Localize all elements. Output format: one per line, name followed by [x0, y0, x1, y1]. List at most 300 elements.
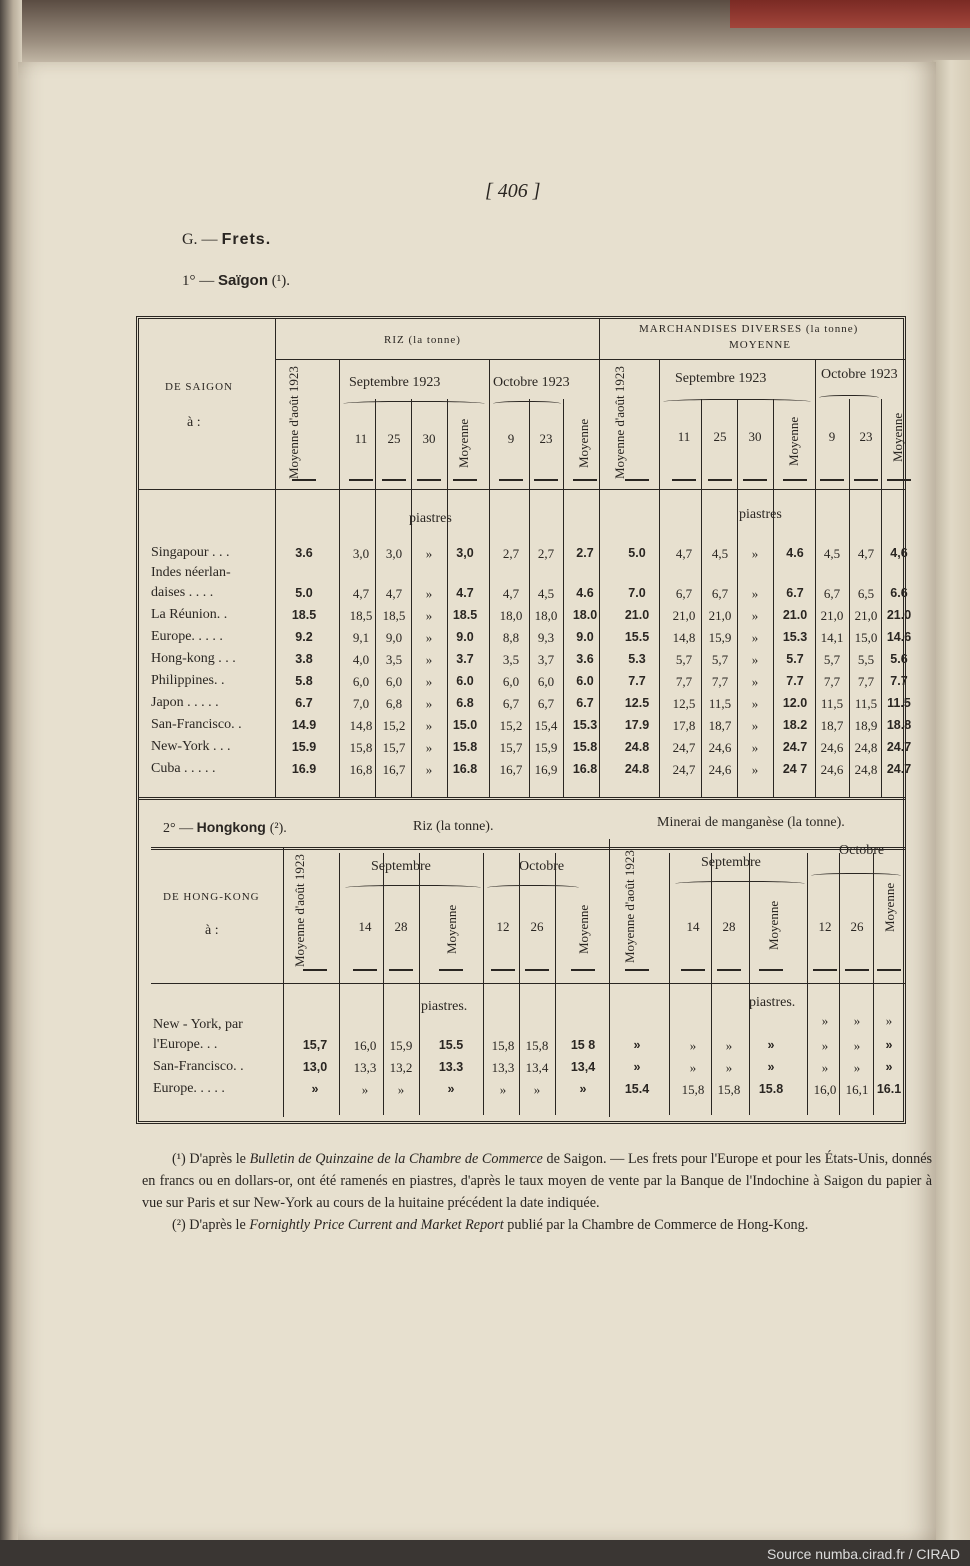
table-cell: » [425, 608, 433, 623]
column-rule [659, 359, 660, 399]
table-cell: » [751, 586, 759, 601]
table-cell: 15.8 [758, 1082, 784, 1096]
day-header: 11 [677, 429, 691, 444]
table-cell: 5,7 [675, 652, 693, 667]
table-cell: 15,4 [534, 718, 558, 733]
footnote-2-source: Fornightly Price Current and Market Report [249, 1217, 504, 1233]
origin-label-to: à : [187, 415, 201, 430]
brace [345, 885, 481, 892]
header-dash [453, 479, 477, 481]
table-cell: 9,3 [537, 630, 555, 645]
table-cell: 5,7 [823, 652, 841, 667]
section-2-title: Hongkong [196, 819, 270, 835]
moyenne-header: Moyenne [786, 416, 801, 466]
march-header: MARCHANDISES DIVERSES (la tonne) [639, 323, 859, 335]
header-dash [417, 479, 441, 481]
march-header-moyenne: MOYENNE [729, 339, 791, 351]
table-cell: 6,8 [385, 696, 403, 711]
table-cell: » [311, 1082, 319, 1096]
header-dash [571, 969, 595, 971]
column-rule [419, 853, 420, 1115]
table-cell: 16,7 [499, 762, 523, 777]
day-header: 14 [686, 919, 700, 934]
table-cell: 6,0 [502, 674, 520, 689]
table-cell: 16,9 [534, 762, 558, 777]
header-dash [525, 969, 549, 971]
table-cell: 7,7 [857, 674, 875, 689]
day-header: 11 [354, 431, 368, 446]
section-1-prefix: 1° — [182, 273, 215, 289]
table-cell: 3.8 [295, 652, 313, 666]
table-cell: 16,0 [353, 1038, 377, 1053]
table-cell: 6,7 [711, 586, 729, 601]
table-cell: 21.0 [886, 608, 912, 622]
table-cell: 14,1 [820, 630, 844, 645]
origin-label: DE SAIGON [165, 381, 233, 393]
day-header: 26 [530, 919, 544, 934]
moyenne-header: Moyenne [882, 882, 897, 932]
table-cell: 13,0 [302, 1060, 328, 1074]
table-cell: 15,8 [717, 1082, 741, 1097]
table-cell: 16,0 [813, 1082, 837, 1097]
table-cell: 18,5 [349, 608, 373, 623]
table-cell: 3,5 [502, 652, 520, 667]
oct-header-2: Octobre 1923 [821, 367, 898, 382]
table-cell: 2,7 [537, 546, 555, 561]
destination-label: Cuba . . . . . [151, 761, 216, 776]
table-cell: 3,0 [385, 546, 403, 561]
sept-header-hk: Septembre [371, 859, 431, 874]
table-cell: 21,0 [708, 608, 732, 623]
header-dash [783, 479, 807, 481]
table-cell: 15,7 [382, 740, 406, 755]
column-rule [339, 359, 340, 399]
table-cell: » [821, 1060, 829, 1075]
moyenne-aout-header: Moyenne d'août 1923 [292, 854, 307, 967]
footnote-1 [142, 1148, 932, 1214]
column-rule [815, 359, 816, 399]
oct-header-hk: Octobre [519, 859, 565, 874]
table-cell: 6.0 [456, 674, 474, 688]
table-cell: » [633, 1060, 641, 1074]
table-cell: 3.6 [295, 546, 313, 560]
table-cell: 15,7 [302, 1038, 328, 1052]
table-cell: 11,5 [820, 696, 844, 711]
table-cell: 6.7 [576, 696, 594, 710]
column-rule [563, 399, 564, 797]
table-cell: 9,1 [352, 630, 370, 645]
table-cell: 9,0 [385, 630, 403, 645]
table-cell: 15.3 [782, 630, 808, 644]
day-header: 12 [496, 919, 510, 934]
table-cell: 9.0 [576, 630, 594, 644]
table-cell: » [853, 1060, 861, 1075]
riz-header: RIZ (la tonne) [384, 334, 461, 346]
day-header: 30 [748, 429, 762, 444]
table-cell: 15 8 [570, 1038, 596, 1052]
table-cell: 13,3 [491, 1060, 515, 1075]
sept-header-hk-2: Septembre [701, 855, 761, 870]
day-header: 26 [850, 919, 864, 934]
table-cell: 15.5 [624, 630, 650, 644]
destination-label: Indes néerlan- [151, 565, 231, 580]
destination-label: Europe. . . . . [151, 629, 223, 644]
table-cell: 14,8 [349, 718, 373, 733]
day-header: 9 [828, 429, 836, 444]
table-cell: » [579, 1082, 587, 1096]
table-cell: 15,8 [349, 740, 373, 755]
column-rule [555, 853, 556, 1115]
brace [487, 885, 579, 892]
table-cell: » [751, 630, 759, 645]
destination-label: New-York . . . [151, 739, 231, 754]
table-cell: 14.9 [291, 718, 317, 732]
table-cell: » [821, 1038, 829, 1053]
table-cell: 18,0 [534, 608, 558, 623]
table-cell: 13,3 [353, 1060, 377, 1075]
table-cell: 2.7 [576, 546, 594, 560]
unit-piastres-2: piastres [739, 507, 782, 522]
table-cell: 3,0 [352, 546, 370, 561]
table-cell: 16,7 [382, 762, 406, 777]
table-cell: » [689, 1060, 697, 1075]
table-cell: 24,8 [854, 762, 878, 777]
table-cell: » [853, 1038, 861, 1053]
table-cell: 15,8 [681, 1082, 705, 1097]
header-dash [813, 969, 837, 971]
column-rule [773, 399, 774, 797]
brace [343, 401, 485, 408]
table-cell: 8,8 [502, 630, 520, 645]
table-cell: 11,5 [854, 696, 878, 711]
table-rule [139, 489, 905, 490]
table-cell: 24.7 [886, 762, 912, 776]
hongkong-heading [163, 819, 287, 837]
table-cell: 18,9 [854, 718, 878, 733]
unit-piastres-hk-2: piastres. [749, 995, 796, 1010]
table-cell: 13,4 [570, 1060, 596, 1074]
table-cell: 13,4 [525, 1060, 549, 1075]
table-cell: 18,7 [820, 718, 844, 733]
table-cell: 4,5 [537, 586, 555, 601]
moyenne-aout-header: Moyenne d'août 1923 [622, 850, 637, 963]
table-cell: » [821, 1013, 829, 1028]
header-dash [353, 969, 377, 971]
header-dash [717, 969, 741, 971]
table-cell: 18.0 [572, 608, 598, 622]
table-cell: 18.8 [886, 718, 912, 732]
section-heading-saigon [182, 272, 290, 290]
table-cell: 4,5 [823, 546, 841, 561]
table-cell: 7.7 [786, 674, 804, 688]
destination-label: Singapour . . . [151, 545, 230, 560]
destination-label: San-Francisco. . [153, 1059, 244, 1074]
day-header: 28 [722, 919, 736, 934]
table-cell: 15,9 [534, 740, 558, 755]
table-cell: 4,7 [352, 586, 370, 601]
table-cell: 24,7 [672, 762, 696, 777]
table-cell: 5.8 [295, 674, 313, 688]
footnotes [142, 1148, 932, 1236]
header-dash [681, 969, 705, 971]
table-cell: 4,7 [385, 586, 403, 601]
table-cell: » [425, 740, 433, 755]
table-cell: 6,7 [502, 696, 520, 711]
table-cell: 7,7 [675, 674, 693, 689]
table-cell: » [425, 674, 433, 689]
table-cell: 21.0 [782, 608, 808, 622]
header-dash [672, 479, 696, 481]
table-cell: 24.8 [624, 762, 650, 776]
table-cell: » [885, 1013, 893, 1028]
header-dash [389, 969, 413, 971]
day-header: 12 [818, 919, 832, 934]
table-cell: 4,5 [711, 546, 729, 561]
footnote-1-text: de Saigon. — Les frets pour l'Europe et pour les États-Unis, donnés en francs ou en dollars-or, ont été ramenés en piastres, d'après le taux moyen de vente par la Banque de l'Indochine à Saigon du papier à vue sur Paris et sur New-York au cours de la huitaine précédent la date indiquée. [142, 1151, 933, 1211]
table-cell: » [751, 608, 759, 623]
table-cell: 9.2 [295, 630, 313, 644]
column-rule [339, 853, 340, 1115]
table-cell: 24 7 [782, 762, 808, 776]
manganese-label: Minerai de manganèse (la tonne). [657, 815, 845, 830]
table-rule [283, 847, 284, 1117]
unit-piastres: piastres [409, 511, 452, 526]
footnote-1-source: Bulletin de Quinzaine de la Chambre de Commerce [249, 1151, 543, 1167]
section-heading-frets [182, 231, 271, 249]
table-cell: 7.7 [890, 674, 908, 688]
table-cell: 6,5 [857, 586, 875, 601]
section-g-prefix: G. — [182, 231, 218, 248]
brace [663, 399, 811, 406]
destination-label: La Réunion. . [151, 607, 228, 622]
column-rule [489, 359, 490, 399]
table-cell: 5.3 [628, 652, 646, 666]
table-cell: 4,0 [352, 652, 370, 667]
table-cell: 15.3 [572, 718, 598, 732]
section-1-note: (¹). [271, 273, 291, 289]
table-cell: 7,0 [352, 696, 370, 711]
section-g-title: Frets. [221, 231, 272, 248]
table-cell: 16,8 [349, 762, 373, 777]
header-dash [887, 479, 911, 481]
table-cell: 15.8 [572, 740, 598, 754]
table-cell: 11,5 [708, 696, 732, 711]
table-rule [275, 359, 905, 360]
table-cell: 15,8 [525, 1038, 549, 1053]
destination-label: San-Francisco. . [151, 717, 242, 732]
table-cell: 6.0 [576, 674, 594, 688]
table-cell: » [447, 1082, 455, 1096]
header-dash [759, 969, 783, 971]
table-cell: » [751, 762, 759, 777]
destination-label: daises . . . . [151, 585, 214, 600]
table-cell: » [533, 1082, 541, 1097]
table-cell: » [499, 1082, 507, 1097]
header-dash [499, 479, 523, 481]
table-cell: » [751, 674, 759, 689]
table-cell: 4,7 [675, 546, 693, 561]
column-rule [701, 399, 702, 797]
table-cell: 18,0 [499, 608, 523, 623]
table-cell: 6.8 [456, 696, 474, 710]
table-cell: 5,7 [711, 652, 729, 667]
table-rule [609, 839, 610, 1117]
column-rule [669, 853, 670, 1115]
footnote-2-text: publié par la Chambre de Commerce de Hong-Kong. [507, 1217, 809, 1233]
table-cell: 15.9 [291, 740, 317, 754]
table-cell: 24,6 [820, 740, 844, 755]
table-cell: 24,8 [854, 740, 878, 755]
table-cell: 11.5 [887, 696, 911, 710]
riz-label: Riz (la tonne). [413, 819, 494, 834]
source-credit: Source numba.cirad.fr / CIRAD [767, 1546, 960, 1562]
table-cell: 15,2 [382, 718, 406, 733]
table-cell: 4,7 [857, 546, 875, 561]
table-cell: 9.0 [456, 630, 474, 644]
table-cell: » [425, 652, 433, 667]
table-cell: » [885, 1060, 893, 1074]
table-cell: 4.7 [456, 586, 474, 600]
section-2-note: (²). [269, 821, 287, 836]
table-cell: » [397, 1082, 405, 1097]
header-dash [877, 969, 901, 971]
table-cell: 6.6 [890, 586, 908, 600]
table-cell: 7,7 [823, 674, 841, 689]
table-cell: 4,6 [890, 546, 908, 560]
moyenne-header: Moyenne [456, 418, 471, 468]
table-cell: 18,7 [708, 718, 732, 733]
table-cell: 3,5 [385, 652, 403, 667]
table-rule [275, 319, 276, 797]
table-cell: » [725, 1060, 733, 1075]
table-cell: 3.6 [576, 652, 594, 666]
footnote-1-intro: (¹) D'après le [172, 1151, 246, 1167]
table-cell: 21,0 [820, 608, 844, 623]
table-cell: » [425, 762, 433, 777]
table-cell: 6,7 [675, 586, 693, 601]
column-rule [339, 399, 340, 797]
day-header: 25 [713, 429, 727, 444]
day-header: 23 [539, 431, 553, 446]
table-cell: 21,0 [672, 608, 696, 623]
table-cell: 17,8 [672, 718, 696, 733]
table-cell: » [853, 1013, 861, 1028]
table-cell: 16.8 [452, 762, 478, 776]
header-dash [845, 969, 869, 971]
table-cell: 15,9 [389, 1038, 413, 1053]
table-cell: 6,0 [385, 674, 403, 689]
day-header: 30 [422, 431, 436, 446]
unit-piastres-hk: piastres. [421, 999, 468, 1014]
table-cell: » [689, 1038, 697, 1053]
section-1-title: Saïgon [218, 272, 269, 289]
origin-label-hk-to: à : [205, 923, 219, 938]
table-cell: 5.6 [890, 652, 908, 666]
brace [493, 401, 561, 408]
table-cell: » [751, 696, 759, 711]
table-cell: 6.7 [295, 696, 313, 710]
table-cell: 6,0 [352, 674, 370, 689]
table-cell: 13.3 [438, 1060, 464, 1074]
table-cell: 16,1 [845, 1082, 869, 1097]
table-cell: » [767, 1060, 775, 1074]
table-cell: 15.5 [438, 1038, 464, 1052]
table-cell: » [425, 546, 433, 561]
header-dash [743, 479, 767, 481]
brace [675, 881, 805, 888]
header-dash [625, 479, 649, 481]
table-cell: 15,0 [854, 630, 878, 645]
table-cell: » [751, 652, 759, 667]
table-cell: 16.9 [291, 762, 317, 776]
column-rule [483, 853, 484, 1115]
origin-label-hk: DE HONG-KONG [163, 891, 260, 903]
column-rule [749, 853, 750, 1115]
table-cell: 24.7 [782, 740, 808, 754]
header-dash [349, 479, 373, 481]
table-cell: 15.8 [452, 740, 478, 754]
table-cell: » [425, 696, 433, 711]
destination-label: Philippines. . [151, 673, 225, 688]
table-cell: 14.6 [886, 630, 912, 644]
table-cell: 18.5 [452, 608, 478, 622]
footnote-2-intro: (²) D'après le [172, 1217, 246, 1233]
table-cell: » [425, 630, 433, 645]
table-cell: 21,0 [854, 608, 878, 623]
table-cell: 3,7 [537, 652, 555, 667]
table-cell: 7,7 [711, 674, 729, 689]
table-cell: » [361, 1082, 369, 1097]
table-rule [151, 983, 905, 984]
moyenne-header: Moyenne [576, 418, 591, 468]
header-dash [573, 479, 597, 481]
moyenne-header: Moyenne [576, 904, 591, 954]
table-cell: 2,7 [502, 546, 520, 561]
table-cell: 3.7 [456, 652, 474, 666]
brace [819, 395, 879, 402]
table-cell: 6,0 [537, 674, 555, 689]
day-header: 9 [507, 431, 515, 446]
freight-table [136, 316, 912, 1124]
table-cell: 6,7 [537, 696, 555, 711]
moyenne-header: Moyenne [444, 904, 459, 954]
moyenne-aout-header: Moyenne d'août 1923 [286, 366, 301, 479]
table-cell: » [633, 1038, 641, 1052]
table-cell: 7.7 [628, 674, 646, 688]
column-rule [659, 399, 660, 797]
table-cell: 4,7 [502, 586, 520, 601]
footnote-2 [142, 1214, 932, 1236]
table-cell: 18.2 [782, 718, 808, 732]
table-cell: 24.8 [624, 740, 650, 754]
table-cell: 13,2 [389, 1060, 413, 1075]
table-cell: 16.8 [572, 762, 598, 776]
day-header: 14 [358, 919, 372, 934]
header-dash [854, 479, 878, 481]
table-cell: 15.0 [452, 718, 478, 732]
table-cell: 5.0 [628, 546, 646, 560]
header-dash [625, 969, 649, 971]
table-cell: » [885, 1038, 893, 1052]
table-cell: 5.0 [295, 586, 313, 600]
destination-label: l'Europe. . . [153, 1037, 218, 1052]
day-header: 28 [394, 919, 408, 934]
day-header: 25 [387, 431, 401, 446]
header-dash [534, 479, 558, 481]
table-cell: 12,5 [672, 696, 696, 711]
destination-label: Japon . . . . . [151, 695, 219, 710]
table-cell: » [767, 1038, 775, 1052]
